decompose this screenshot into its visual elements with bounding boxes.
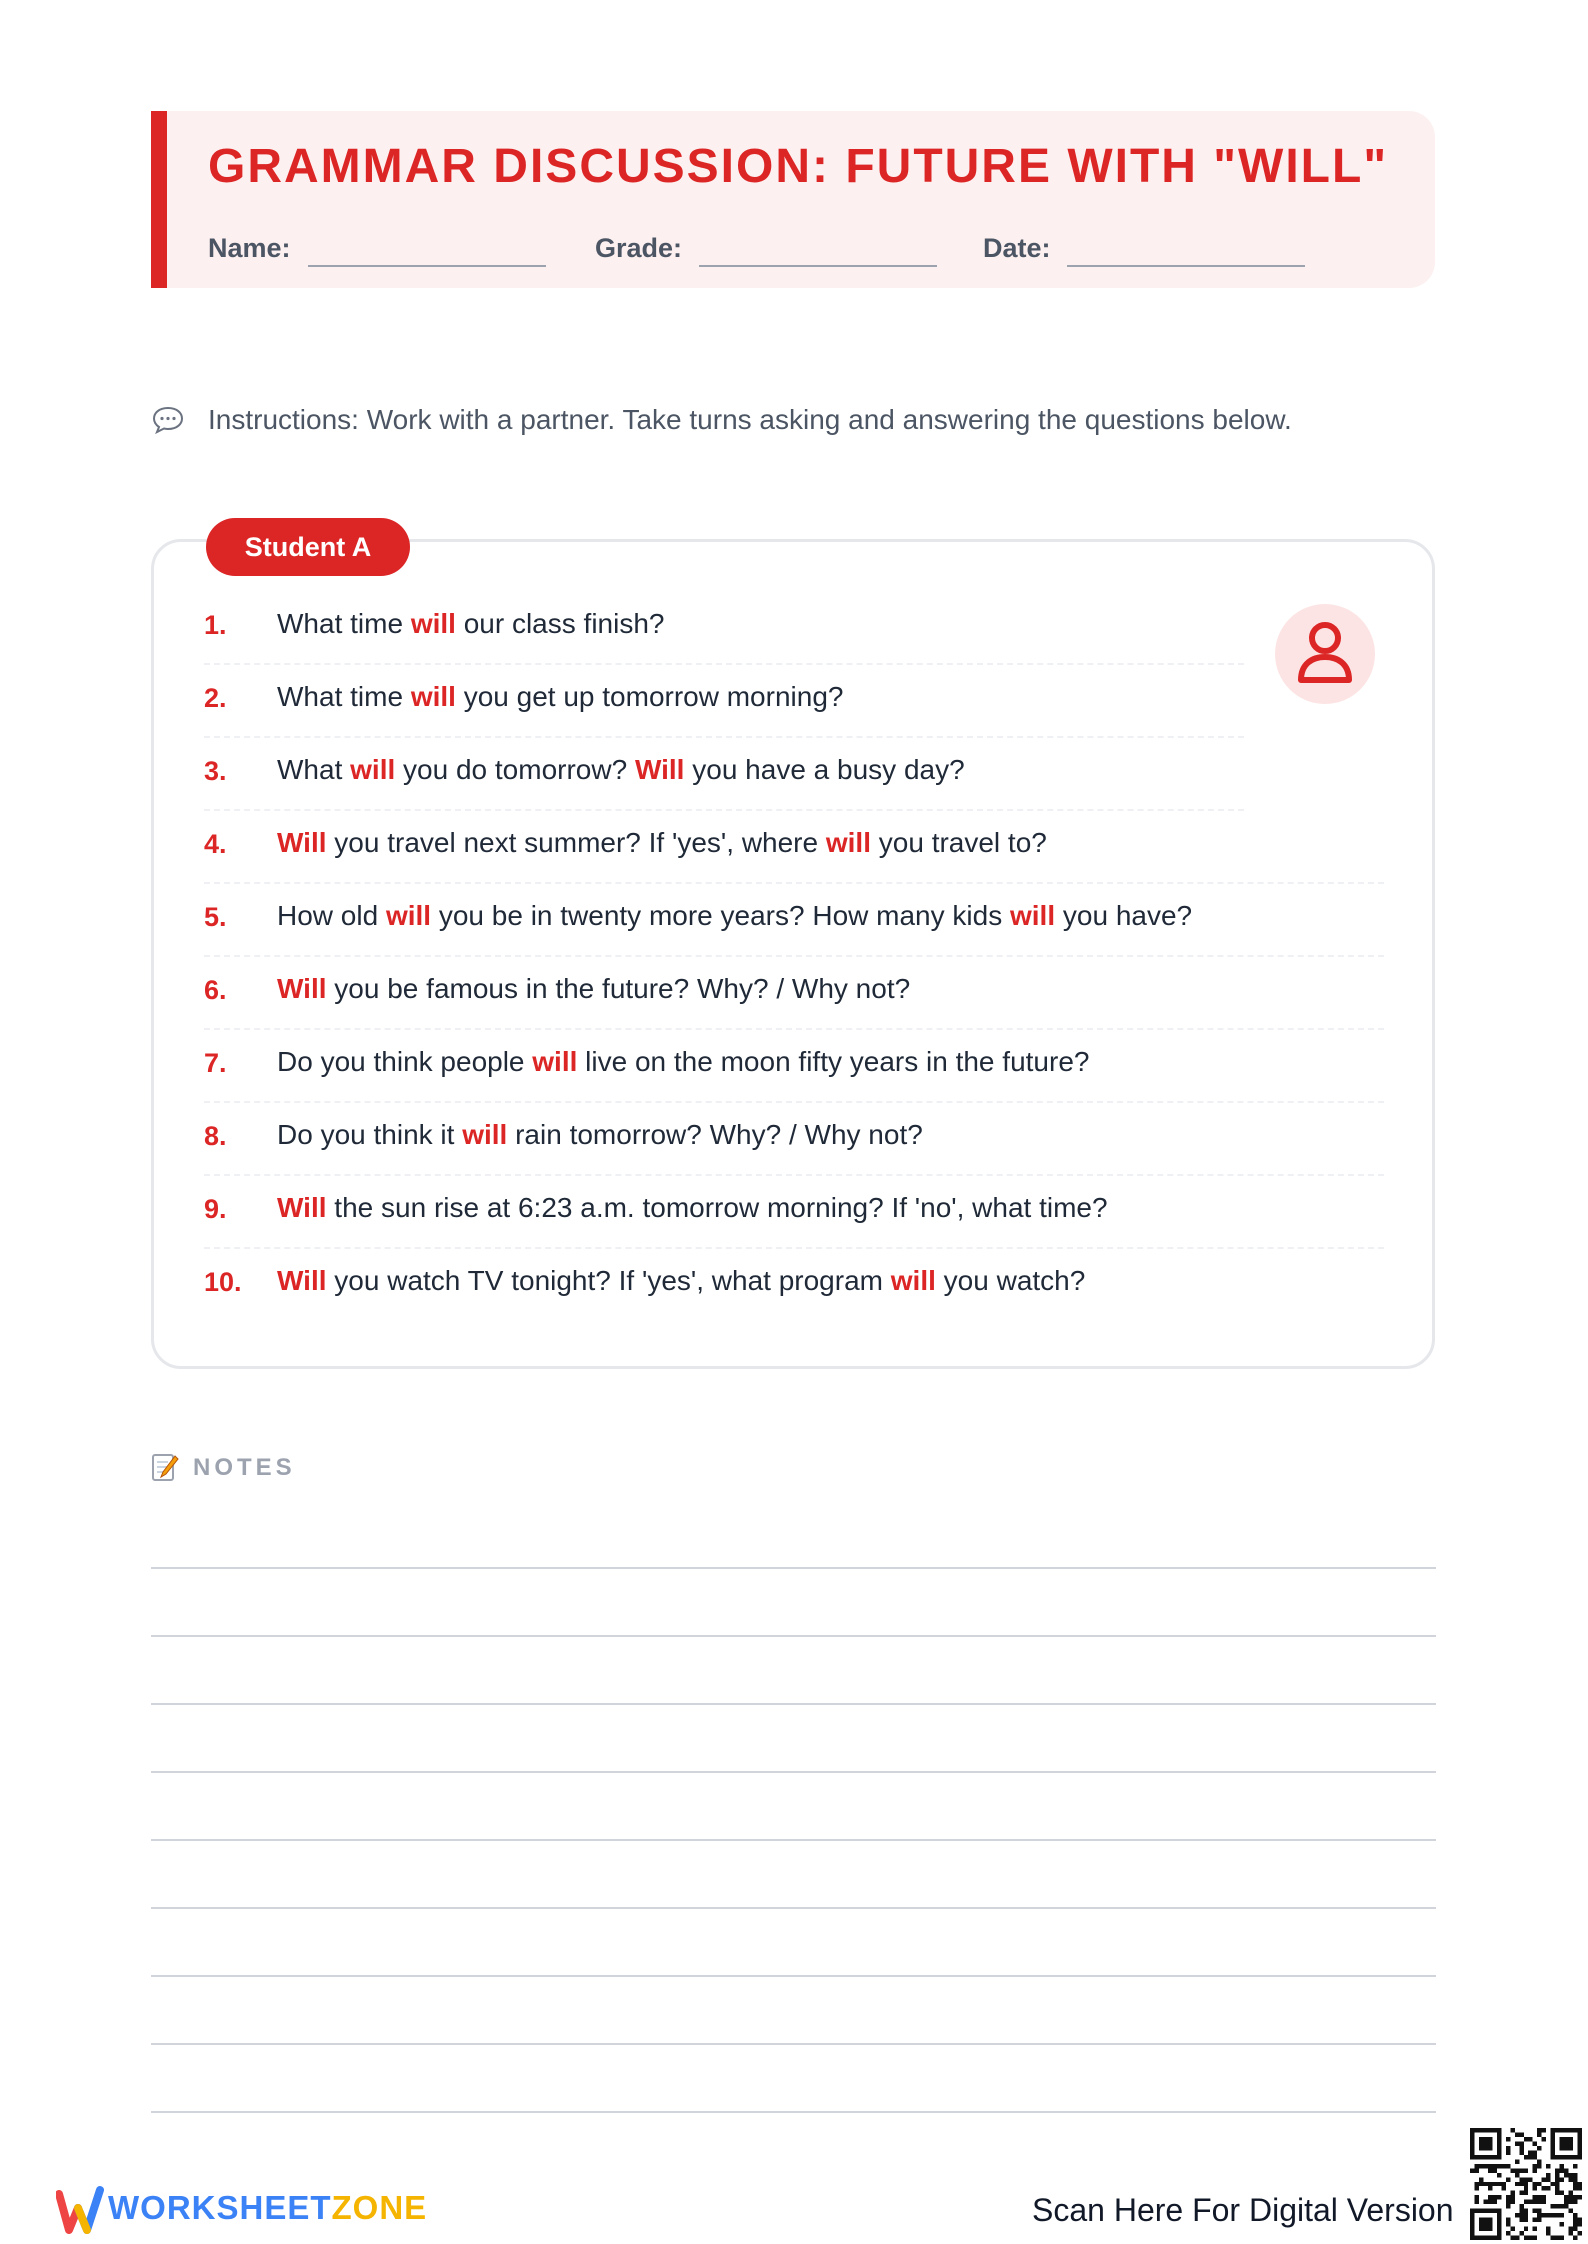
question-text (277, 1265, 1085, 1297)
question-number: 2. (204, 683, 227, 713)
question-text (277, 754, 965, 786)
scan-text: Scan Here For Digital Version (1032, 2192, 1454, 2228)
note-line[interactable] (151, 2043, 1436, 2045)
question-number: 5. (204, 902, 227, 932)
question-number: 8. (204, 1121, 227, 1151)
question-text (277, 900, 1192, 932)
note-line[interactable] (151, 1567, 1436, 1569)
will-keyword: Will (277, 1192, 327, 1223)
student-a-card (151, 532, 1435, 1369)
note-line[interactable] (151, 1839, 1436, 1841)
name-blank[interactable] (308, 265, 546, 267)
worksheetzone-logo-icon (56, 2180, 104, 2236)
worksheet-title: GRAMMAR DISCUSSION: FUTURE WITH "WILL" (208, 140, 1389, 193)
question-text-part: our class finish? (455, 608, 665, 639)
question-divider (204, 1247, 1384, 1249)
header-accent-bar (151, 111, 167, 288)
question-text-part: you be famous in the future? Why? / Why not? (326, 973, 911, 1004)
question-text-part: live on the moon fifty years in the future? (577, 1046, 1090, 1077)
avatar (1275, 604, 1375, 704)
question-divider (204, 882, 1384, 884)
question-text (277, 1119, 923, 1151)
question-text-part: How old (277, 900, 386, 931)
note-line[interactable] (151, 1771, 1436, 1773)
question-text-part: you travel to? (870, 827, 1047, 858)
memo-icon (151, 1452, 179, 1482)
name-label: Name: (208, 233, 291, 263)
question-number: 6. (204, 975, 227, 1005)
will-keyword: Will (277, 827, 327, 858)
question-text-part: Do you think people (277, 1046, 533, 1077)
question-text-part: you have a busy day? (684, 754, 965, 785)
note-line[interactable] (151, 1907, 1436, 1909)
question-number: 1. (204, 610, 227, 640)
question-number: 4. (204, 829, 227, 859)
student-badge: Student A (206, 518, 410, 576)
user-icon (1295, 618, 1355, 688)
will-keyword: will (890, 1265, 936, 1296)
will-keyword: will (532, 1046, 578, 1077)
worksheetzone-logo[interactable] (56, 2180, 456, 2240)
will-keyword: Will (634, 754, 685, 785)
question-text (277, 608, 664, 640)
instructions-text: Instructions: Work with a partner. Take turns asking and answering the questions below. (208, 404, 1292, 435)
question-divider (204, 809, 1244, 811)
question-text-part: What time (277, 608, 411, 639)
question-text-part: rain tomorrow? Why? / Why not? (507, 1119, 923, 1150)
note-line[interactable] (151, 1635, 1436, 1637)
will-keyword: will (385, 900, 432, 931)
speech-bubble-icon (151, 405, 185, 435)
question-divider (204, 1174, 1384, 1176)
note-line[interactable] (151, 1975, 1436, 1977)
worksheet-header (151, 111, 1435, 288)
question-text (277, 1046, 1089, 1078)
question-number: 9. (204, 1194, 227, 1224)
question-text-part: you do tomorrow? (395, 754, 635, 785)
question-text (277, 681, 843, 713)
question-text-part: What time (277, 681, 411, 712)
question-text-part: you travel next summer? If 'yes', where (326, 827, 826, 858)
grade-blank[interactable] (699, 265, 937, 267)
will-keyword: Will (277, 973, 327, 1004)
notes-label: NOTES (193, 1454, 296, 1481)
question-divider (204, 1101, 1384, 1103)
question-text-part: the sun rise at 6:23 a.m. tomorrow morning? If 'no', what time? (326, 1192, 1108, 1223)
question-number: 10. (204, 1267, 242, 1297)
will-keyword: will (410, 681, 456, 712)
grade-label: Grade: (595, 233, 683, 263)
question-text-part: What (277, 754, 351, 785)
note-line[interactable] (151, 2111, 1436, 2113)
question-text-part: you watch TV tonight? If 'yes', what program (326, 1265, 891, 1296)
question-text (277, 827, 1047, 859)
instructions (151, 400, 1451, 440)
name-field (208, 233, 548, 273)
date-field (983, 233, 1323, 273)
question-divider (204, 1028, 1384, 1030)
will-keyword: will (1009, 900, 1056, 931)
question-number: 7. (204, 1048, 227, 1078)
question-text-part: you watch? (935, 1265, 1086, 1296)
question-divider (204, 955, 1384, 957)
grade-field (595, 233, 935, 273)
question-divider (204, 736, 1244, 738)
will-keyword: will (462, 1119, 508, 1150)
question-text-part: you get up tomorrow morning? (455, 681, 844, 712)
logo-text-worksheet: WORKSHEET (108, 2189, 332, 2226)
will-keyword: will (825, 827, 871, 858)
note-line[interactable] (151, 1703, 1436, 1705)
qr-code-icon[interactable] (1470, 2128, 1582, 2240)
logo-text-zone: ZONE (331, 2189, 428, 2226)
question-text-part: Do you think it (277, 1119, 463, 1150)
question-text-part: you have? (1055, 900, 1193, 931)
question-text (277, 1192, 1108, 1224)
will-keyword: will (410, 608, 456, 639)
date-blank[interactable] (1067, 265, 1305, 267)
question-divider (204, 663, 1244, 665)
logo-text (108, 2189, 427, 2227)
will-keyword: Will (277, 1265, 327, 1296)
question-number: 3. (204, 756, 227, 786)
question-text-part: you be in twenty more years? How many kids (431, 900, 1010, 931)
will-keyword: will (350, 754, 396, 785)
date-label: Date: (983, 233, 1051, 263)
question-text (277, 973, 910, 1005)
